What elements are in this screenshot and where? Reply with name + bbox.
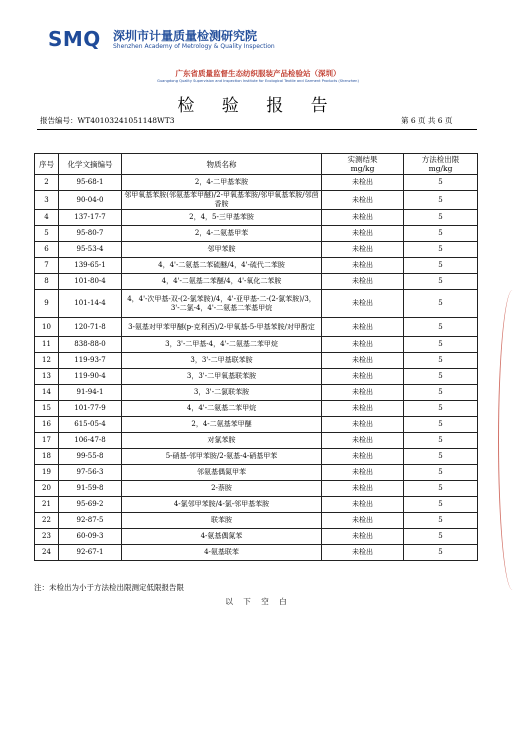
cell-name: 4-氨基联苯: [122, 545, 322, 561]
table-row: [35, 433, 478, 449]
table-row: [35, 353, 478, 369]
cell-result: 未检出: [322, 290, 404, 318]
table-row: [35, 210, 478, 226]
cell-cas: 95-69-2: [59, 497, 122, 513]
cell-limit: 5: [404, 401, 478, 417]
table-row: [35, 449, 478, 465]
table-row: [35, 337, 478, 353]
cell-no: 10: [35, 318, 59, 337]
cell-cas: 91-94-1: [59, 385, 122, 401]
table-row: [35, 481, 478, 497]
table-row: [35, 191, 478, 210]
cell-name: 3，3'-二氯联苯胺: [122, 385, 322, 401]
cell-cas: 101-77-9: [59, 401, 122, 417]
cell-name: 4-氨基偶氮苯: [122, 529, 322, 545]
footnote: 注：未检出为小于方法检出限测定低限报告限: [34, 583, 184, 592]
cell-cas: 99-55-8: [59, 449, 122, 465]
cell-cas: 838-88-0: [59, 337, 122, 353]
table-row: [35, 226, 478, 242]
cell-cas: 119-90-4: [59, 369, 122, 385]
cell-name: 2，4，5-三甲基苯胺: [122, 210, 322, 226]
cell-cas: 139-65-1: [59, 258, 122, 274]
cell-name: 邻甲氧基苯胺(邻氨基苯甲醚)/2-甲氧基苯胺/邻甲氧基苯胺/邻茴香胺: [122, 191, 322, 210]
stamp-seal: [498, 290, 516, 590]
cell-result: 未检出: [322, 210, 404, 226]
cell-name: 邻氨基偶氮甲苯: [122, 465, 322, 481]
institute-name-en: Shenzhen Academy of Metrology & Quality Inspection: [113, 43, 275, 50]
cell-no: 2: [35, 175, 59, 191]
cell-no: 15: [35, 401, 59, 417]
cell-result: 未检出: [322, 417, 404, 433]
cell-limit: 5: [404, 226, 478, 242]
cell-result: 未检出: [322, 529, 404, 545]
cell-result: 未检出: [322, 465, 404, 481]
cell-no: 14: [35, 385, 59, 401]
table-row: [35, 513, 478, 529]
table-row: [35, 401, 478, 417]
report-title: 检 验 报 告: [177, 96, 339, 116]
cell-limit: 5: [404, 318, 478, 337]
table-row: [35, 274, 478, 290]
cell-no: 20: [35, 481, 59, 497]
cell-name: 联苯胺: [122, 513, 322, 529]
cell-result: 未检出: [322, 242, 404, 258]
table-row: [35, 318, 478, 337]
cell-no: 18: [35, 449, 59, 465]
cell-limit: 5: [404, 529, 478, 545]
cell-result: 未检出: [322, 175, 404, 191]
cell-result: 未检出: [322, 401, 404, 417]
table-row: [35, 529, 478, 545]
cell-limit: 5: [404, 417, 478, 433]
table-row: [35, 290, 478, 318]
cell-limit: 5: [404, 210, 478, 226]
cell-result: 未检出: [322, 353, 404, 369]
cell-name: 3-氨基对甲苯甲醚(p-克利西)/2-甲氧基-5-甲基苯胺/对甲酚定: [122, 318, 322, 337]
cell-limit: 5: [404, 258, 478, 274]
cell-result: 未检出: [322, 369, 404, 385]
agency-name-en: Guangdong Quality Supervision and Inspection Institute for Ecological Textile and Garment Products (Shenzhen): [157, 79, 359, 83]
cell-limit: 5: [404, 242, 478, 258]
header-substance: 物质名称: [122, 154, 322, 175]
cell-result: 未检出: [322, 191, 404, 210]
table-row: [35, 369, 478, 385]
table-row: [35, 465, 478, 481]
table-header-row: [35, 154, 478, 175]
cell-name: 4，4'-二氨基二苯醚/4，4'-氧化二苯胺: [122, 274, 322, 290]
institute-name-cn: 深圳市计量质量检测研究院: [113, 29, 258, 43]
cell-cas: 95-53-4: [59, 242, 122, 258]
cell-limit: 5: [404, 513, 478, 529]
cell-no: 7: [35, 258, 59, 274]
cell-no: 19: [35, 465, 59, 481]
table-row: [35, 545, 478, 561]
cell-no: 17: [35, 433, 59, 449]
cell-cas: 101-80-4: [59, 274, 122, 290]
header-result: 实测结果 mg/kg: [322, 154, 404, 175]
header-no: 序号: [35, 154, 59, 175]
end-marker: 以 下 空 白: [225, 597, 291, 606]
cell-name: 3，3'-二甲氧基联苯胺: [122, 369, 322, 385]
cell-no: 3: [35, 191, 59, 210]
cell-name: 2-萘胺: [122, 481, 322, 497]
cell-no: 9: [35, 290, 59, 318]
cell-result: 未检出: [322, 258, 404, 274]
cell-no: 23: [35, 529, 59, 545]
cell-no: 16: [35, 417, 59, 433]
cell-limit: 5: [404, 191, 478, 210]
cell-name: 对氯苯胺: [122, 433, 322, 449]
table-row: [35, 385, 478, 401]
cell-name: 4，4'-次甲基-双-(2-氯苯胺)/4，4'-亚甲基-二-(2-氯苯胺)/3，3'-二氯-4，4'-二氨基二苯基甲烷: [122, 290, 322, 318]
cell-cas: 90-04-0: [59, 191, 122, 210]
cell-no: 4: [35, 210, 59, 226]
cell-name: 3，3'-二甲基-4，4'-二氨基二苯甲烷: [122, 337, 322, 353]
cell-limit: 5: [404, 545, 478, 561]
cell-cas: 615-05-4: [59, 417, 122, 433]
cell-result: 未检出: [322, 433, 404, 449]
cell-result: 未检出: [322, 513, 404, 529]
cell-name: 3，3'-二甲基联苯胺: [122, 353, 322, 369]
cell-no: 8: [35, 274, 59, 290]
cell-result: 未检出: [322, 545, 404, 561]
cell-limit: 5: [404, 433, 478, 449]
header-cas: 化学文摘编号: [59, 154, 122, 175]
cell-limit: 5: [404, 353, 478, 369]
cell-name: 5-硝基-邻甲苯胺/2-氨基-4-硝基甲苯: [122, 449, 322, 465]
cell-limit: 5: [404, 290, 478, 318]
cell-limit: 5: [404, 274, 478, 290]
cell-result: 未检出: [322, 226, 404, 242]
cell-name: 邻甲苯胺: [122, 242, 322, 258]
cell-cas: 106-47-8: [59, 433, 122, 449]
header-divider: [37, 129, 477, 130]
cell-cas: 95-68-1: [59, 175, 122, 191]
cell-cas: 92-87-5: [59, 513, 122, 529]
results-table: [34, 153, 478, 561]
report-number: 报告编号：WT40103241051148WT3: [40, 116, 175, 125]
cell-result: 未检出: [322, 318, 404, 337]
cell-no: 5: [35, 226, 59, 242]
smq-logo: SMQ: [48, 27, 101, 51]
cell-limit: 5: [404, 175, 478, 191]
table-row: [35, 497, 478, 513]
cell-cas: 95-80-7: [59, 226, 122, 242]
cell-cas: 92-67-1: [59, 545, 122, 561]
cell-result: 未检出: [322, 449, 404, 465]
cell-name: 4，4'-二氨基二苯甲烷: [122, 401, 322, 417]
table-row: [35, 175, 478, 191]
cell-cas: 120-71-8: [59, 318, 122, 337]
table-row: [35, 242, 478, 258]
cell-result: 未检出: [322, 481, 404, 497]
cell-no: 6: [35, 242, 59, 258]
cell-result: 未检出: [322, 337, 404, 353]
table-row: [35, 417, 478, 433]
cell-limit: 5: [404, 369, 478, 385]
page-info: 第 6 页 共 6 页: [401, 116, 453, 125]
cell-cas: 119-93-7: [59, 353, 122, 369]
cell-result: 未检出: [322, 385, 404, 401]
cell-result: 未检出: [322, 274, 404, 290]
cell-cas: 97-56-3: [59, 465, 122, 481]
cell-cas: 60-09-3: [59, 529, 122, 545]
cell-limit: 5: [404, 449, 478, 465]
header-limit: 方法检出限 mg/kg: [404, 154, 478, 175]
cell-no: 13: [35, 369, 59, 385]
cell-result: 未检出: [322, 497, 404, 513]
cell-limit: 5: [404, 465, 478, 481]
cell-no: 11: [35, 337, 59, 353]
cell-limit: 5: [404, 337, 478, 353]
cell-name: 2，4-二氨基甲苯: [122, 226, 322, 242]
cell-limit: 5: [404, 481, 478, 497]
table-row: [35, 258, 478, 274]
cell-name: 2，4-二氨基苯甲醚: [122, 417, 322, 433]
cell-no: 22: [35, 513, 59, 529]
cell-no: 24: [35, 545, 59, 561]
cell-name: 4-氯邻甲苯胺/4-氯-邻甲基苯胺: [122, 497, 322, 513]
cell-no: 12: [35, 353, 59, 369]
cell-no: 21: [35, 497, 59, 513]
cell-cas: 137-17-7: [59, 210, 122, 226]
cell-name: 2，4-二甲基苯胺: [122, 175, 322, 191]
cell-name: 4，4'-二氨基二苯硫醚/4，4'-硫代二苯胺: [122, 258, 322, 274]
cell-limit: 5: [404, 497, 478, 513]
cell-limit: 5: [404, 385, 478, 401]
cell-cas: 91-59-8: [59, 481, 122, 497]
agency-name-cn: 广东省质量监督生态纺织服装产品检验站（深圳）: [175, 69, 341, 78]
cell-cas: 101-14-4: [59, 290, 122, 318]
